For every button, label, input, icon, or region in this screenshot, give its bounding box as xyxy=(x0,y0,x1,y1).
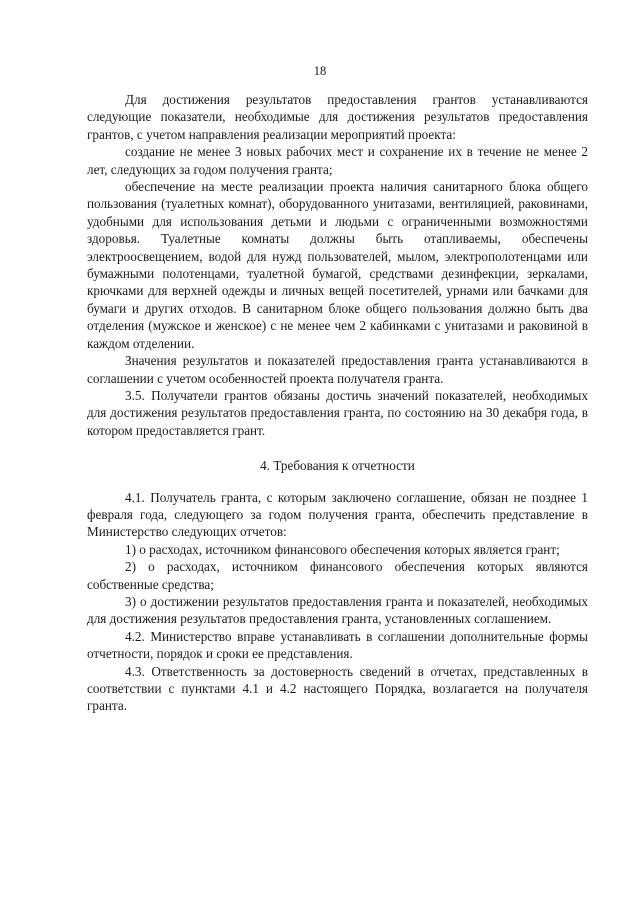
paragraph-values-in-agreement: Значения результатов и показателей предоставления гранта устанавливаются в соглашении с учетом особенностей проекта получателя гранта. xyxy=(87,353,588,386)
paragraph-4-2: 4.2. Министерство вправе устанавливать в соглашении дополнительные формы отчетности, порядок и сроки ее представления. xyxy=(87,628,588,662)
page-number: 18 xyxy=(313,64,327,78)
paragraph-jobs-indicator: создание не менее 3 новых рабочих мест и сохранение их в течение не менее 2 лет, следующих за годом получения гранта; xyxy=(87,144,588,177)
paragraph-sanitary-block: обеспечение на месте реализации проекта наличия санитарного блока общего пользования (туалетных комнат), оборудованного унитазами, вентиляцией, раковинами, удобными для использования детьми и людьми с ограниченными возможностями здоровья. Туалетные комнаты должны быть отапливаемы, обеспечены электроосвещением, водой для нужд пользователей, мылом, электрополотенцами или бумажными полотенцами, туалетной бумагой, средствами дезинфекции, зеркалами, крючками для верхней одежды и личных вещей посетителей, урнами или бачками для бумаги и других отходов. В санитарном блоке общего пользования должно быть два отделения (мужское и женское) с не менее чем 2 кабинками с унитазами и раковиной в каждом отделении. xyxy=(87,179,588,351)
document-body xyxy=(87,91,588,715)
paragraph-report-2: 2) о расходах, источником финансового обеспечения которых являются собственные средства; xyxy=(87,559,588,592)
paragraph-report-3: 3) о достижении результатов предоставления гранта и показателей, необходимых для достижения результатов предоставления гранта, установленных соглашением. xyxy=(87,593,588,627)
paragraph-report-1: 1) о расходах, источником финансового обеспечения которых является грант; xyxy=(125,541,560,557)
paragraph-4-3: 4.3. Ответственность за достоверность сведений в отчетах, представленных в соответствии с пунктами 4.1 и 4.2 настоящего Порядка, возлагается на получателя гранта. xyxy=(87,663,588,714)
section-heading-reporting: 4. Требования к отчетности xyxy=(260,458,415,474)
paragraph-3-5: 3.5. Получатели грантов обязаны достичь значений показателей, необходимых для достижения результатов предоставления гранта, по состоянию на 30 декабря года, в котором предоставляется грант. xyxy=(87,387,588,438)
paragraph-4-1: 4.1. Получатель гранта, с которым заключено соглашение, обязан не позднее 1 февраля года, следующего за годом получения гранта, обеспечить представление в Министерство следующих отчетов: xyxy=(87,489,588,540)
paragraph-results-indicators: Для достижения результатов предоставления грантов устанавливаются следующие показатели, необходимые для достижения результатов предоставления грантов, с учетом направления реализации мероприятий проекта: xyxy=(87,92,588,142)
